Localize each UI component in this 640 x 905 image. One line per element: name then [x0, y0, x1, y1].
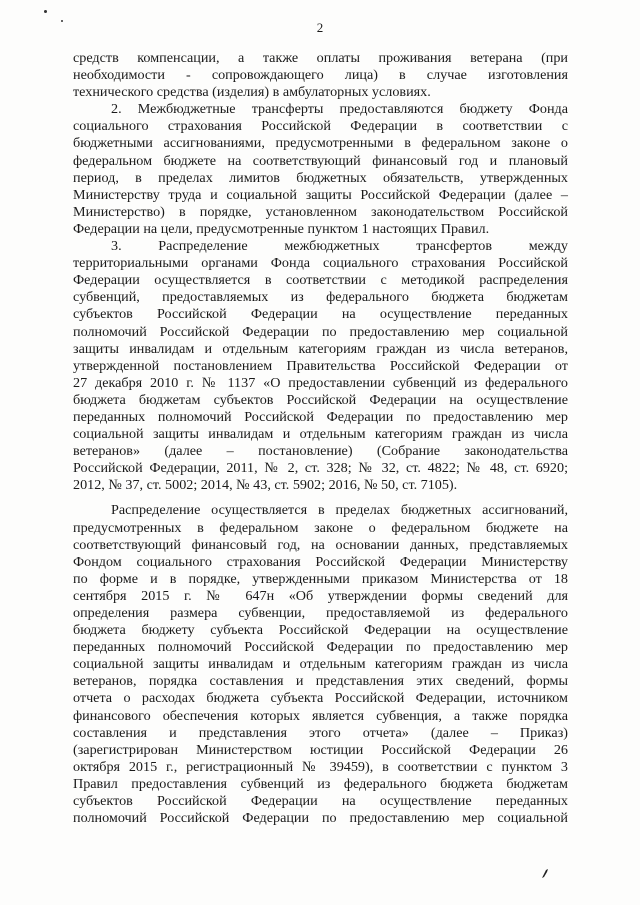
text-line: субвенций, предоставляемых из федерального бюджета бюджетам [73, 289, 568, 306]
text-line: отчета о расходах бюджета субъекта Российской Федерации, источником [73, 690, 568, 707]
text-line: бюджета бюджету субъекта Российской Федерации на осуществление [73, 622, 568, 639]
text-line: субъектов Российской Федерации на осуществление переданных [73, 793, 568, 810]
text-line: социального страхования Российской Федерации в соответствии с [73, 118, 568, 135]
text-line: составления и представления этого отчета» (далее – Приказ) [73, 724, 568, 741]
text-line: соответствующий финансовый год, на основании данных, представляемых [73, 536, 568, 553]
paragraph-2 [73, 101, 568, 238]
text-line: средств компенсации, а также оплаты проживания ветерана (при [73, 50, 568, 66]
text-line: по форме и в порядке, утвержденными приказом Министерства от 18 [73, 570, 568, 587]
text-line: ветеранов» (далее – постановление) (Собрание законодательства [73, 443, 568, 460]
text-line: Федерации на цели, предусмотренные пунктом 1 настоящих Правил. [73, 220, 490, 237]
text-line: субъектов Российской Федерации на осуществление переданных [73, 306, 568, 323]
text-line: 27 декабря 2010 г. № 1137 «О предоставлении субвенций из федерального [73, 374, 568, 391]
text-line: утвержденной постановлением Правительства Российской Федерации от [73, 357, 568, 374]
text-line: бюджетными ассигнованиями, предусмотренными в федеральном законе о [73, 135, 568, 152]
page-number: 2 [316, 20, 324, 35]
text-line: 2012, № 37, ст. 5002; 2014, № 43, ст. 5902; 2016, № 50, ст. 7105). [73, 477, 458, 494]
paragraph-1 [73, 50, 568, 101]
text-line: период, в пределах лимитов бюджетных обязательств, утвержденных [73, 169, 568, 186]
text-line: Фондом социального страхования Российской Федерации Министерству [73, 553, 568, 570]
text-line: необходимости - сопровождающего лица) в случае изготовления [73, 67, 568, 84]
text-line: Федерации осуществляется в соответствии с методикой распределения [73, 272, 568, 289]
text-line: Распределение осуществляется в пределах бюджетных ассигнований, [111, 502, 568, 519]
text-line: ветеранов, порядка составления и представления этих сведений, формы [73, 673, 568, 690]
ink-mark-icon [541, 868, 549, 879]
text-line: федеральном бюджете на соответствующий финансовый год и плановый [73, 152, 568, 169]
scan-speck [44, 10, 47, 13]
text-line: определения размера субвенции, предоставляемой из федерального [73, 605, 568, 621]
text-line: сентября 2015 г. № 647н «Об утверждении формы сведений для [73, 587, 568, 604]
text-line: октября 2015 г., регистрационный № 39459), в соответствии с пунктом 3 [73, 758, 568, 775]
text-line: Министерство) в порядке, установленном законодательством Российской [73, 203, 568, 220]
text-line: бюджета бюджетам субъектов Российской Федерации на осуществление [73, 391, 568, 408]
text-line: Министерству труда и социальной защиты Российской Федерации (далее – [73, 186, 568, 203]
document-body [73, 50, 568, 827]
paragraph-3 [73, 238, 568, 494]
text-line: социальной защиты инвалидам и отдельным категориям граждан из числа [73, 656, 568, 673]
text-line: (зарегистрирован Министерством юстиции Российской Федерации 26 [73, 741, 568, 758]
paragraph-4 [73, 502, 568, 827]
text-line: социальной защиты инвалидам и отдельным категориям граждан из числа [73, 426, 568, 443]
text-line: Российской Федерации, 2011, № 2, ст. 328; № 32, ст. 4822; № 48, ст. 6920; [73, 460, 568, 477]
text-line: переданных полномочий Российской Федерации по предоставлению мер [73, 408, 568, 425]
text-line: финансового обеспечения которых является субвенция, а также порядка [73, 707, 568, 724]
text-line: переданных полномочий Российской Федерации по предоставлению мер [73, 639, 568, 656]
text-line: полномочий Российской Федерации по предоставлению мер социальной [73, 810, 568, 827]
text-line: 3. Распределение межбюджетных трансфертов между [111, 238, 568, 255]
text-line: предусмотренных в федеральном законе о федеральном бюджете на [73, 519, 568, 536]
text-line: 2. Межбюджетные трансферты предоставляются бюджету Фонда [111, 101, 568, 118]
text-line: территориальными органами Фонда социального страхования Российской [73, 255, 568, 272]
text-line: технического средства (изделия) в амбулаторных условиях. [73, 84, 431, 101]
text-line: защиты инвалидам и отдельным категориям граждан из числа ветеранов, [73, 340, 568, 357]
text-line: Правил предоставления субвенций из федерального бюджета бюджетам [73, 775, 568, 792]
text-line: полномочий Российской Федерации по предоставлению мер социальной [73, 323, 568, 340]
